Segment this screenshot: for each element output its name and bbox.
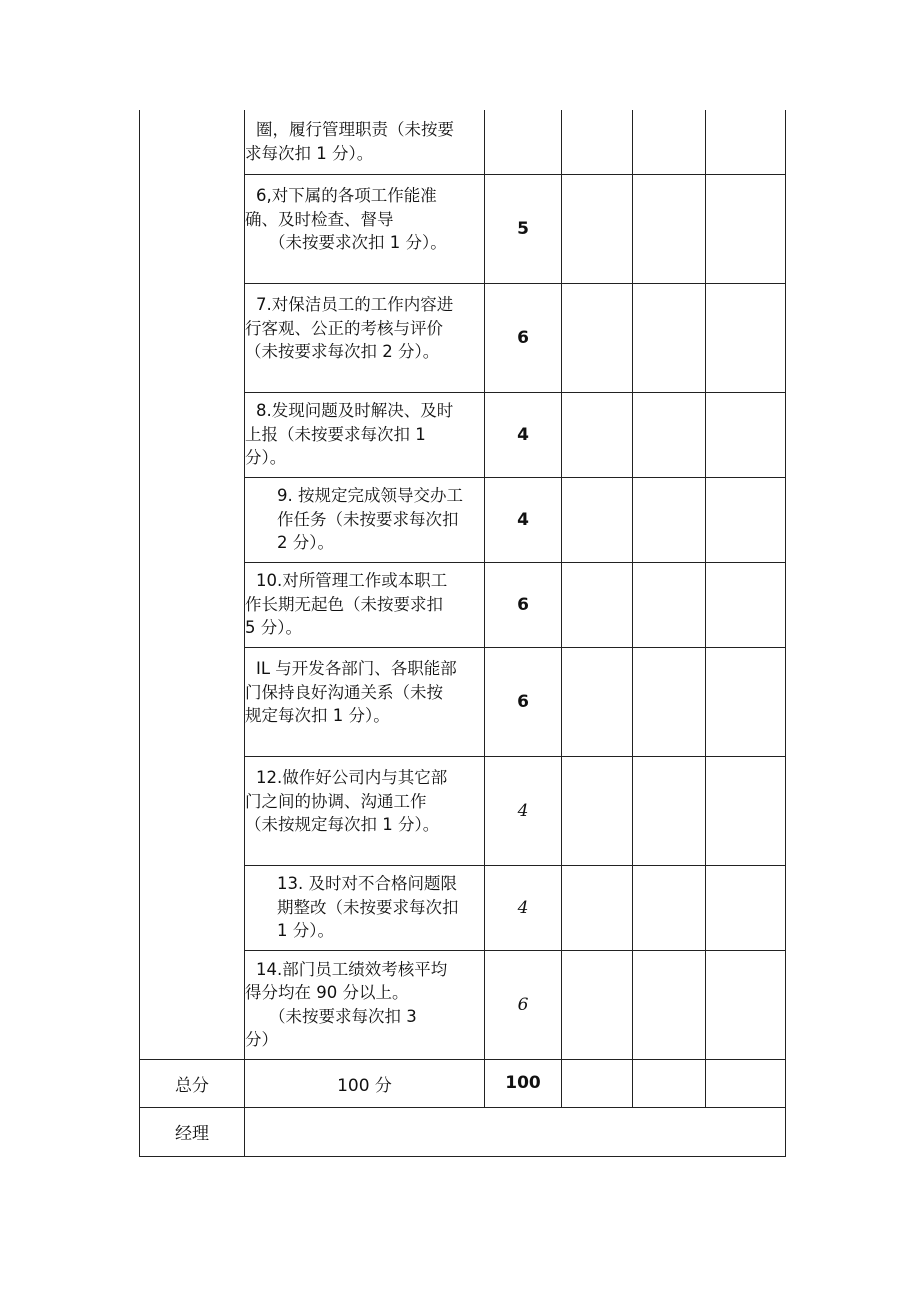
item-line: 得分均在 90 分以上。 [245, 983, 409, 1002]
blank-cell [706, 477, 786, 562]
item-line: 5 分）。 [245, 618, 302, 638]
item-description [245, 477, 485, 562]
item-line: （未按要求次扣 1 分）。 [269, 233, 447, 253]
item-line: 7.对保洁员工的工作内容进 [256, 295, 454, 315]
assessment-table [139, 110, 786, 1157]
blank-cell [633, 477, 706, 562]
item-line: 门之间的协调、沟通工作 [245, 791, 427, 811]
total-label: 总分 [140, 1059, 245, 1107]
item-line: 确、及时检查、督导 [245, 209, 394, 229]
item-line: （未按要求每次扣 2 分）。 [245, 342, 440, 362]
item-line: 行客观、公正的考核与评价 [245, 318, 443, 338]
item-line: 门保持良好沟通关系（未按 [245, 682, 443, 702]
blank-cell [706, 756, 786, 865]
item-description [245, 756, 485, 865]
blank-cell [562, 392, 633, 477]
item-description [245, 562, 485, 647]
blank-cell [562, 174, 633, 283]
item-line: 作长期无起色（未按要求扣 [245, 594, 443, 614]
item-line: 规定每次扣 1 分）。 [245, 706, 390, 726]
total-score: 100 [485, 1059, 562, 1107]
item-line: （未按要求每次扣 3 [269, 1006, 417, 1026]
item-line: 12.做作好公司内与其它部 [256, 768, 448, 788]
manager-row [140, 1107, 786, 1156]
blank-cell [706, 174, 786, 283]
blank-cell [562, 562, 633, 647]
item-line: 6,对下属的各项工作能准 [256, 186, 437, 206]
blank-cell [562, 477, 633, 562]
blank-cell [706, 562, 786, 647]
item-description [245, 174, 485, 283]
item-score: 6 [485, 283, 562, 392]
blank-cell [633, 174, 706, 283]
total-description: 100 分 [245, 1059, 485, 1107]
blank-cell [706, 865, 786, 950]
table-row [140, 110, 786, 174]
blank-cell [633, 647, 706, 756]
item-line: 求每次扣 1 分）。 [245, 143, 374, 163]
manager-label: 经理 [140, 1107, 245, 1156]
total-row [140, 1059, 786, 1107]
item-description [245, 283, 485, 392]
item-line: 10.对所管理工作或本职工 [256, 571, 448, 591]
blank-cell [706, 110, 786, 174]
item-description [245, 110, 485, 174]
section-cell [140, 110, 245, 1059]
blank-cell [562, 110, 633, 174]
item-line: 9. 按规定完成领导交办工 [277, 486, 463, 506]
item-score: 4 [485, 865, 562, 950]
blank-cell [633, 865, 706, 950]
item-score: 5 [485, 174, 562, 283]
item-score: 4 [485, 756, 562, 865]
item-line: 作任务（未按要求每次扣 [277, 509, 459, 529]
item-line: 圈，履行管理职责（未按要 [256, 120, 454, 140]
item-line: （未按规定每次扣 1 分）。 [245, 815, 440, 835]
item-line: 期整改（未按要求每次扣 [277, 897, 459, 917]
item-line: 2 分）。 [277, 533, 334, 553]
item-score: 6 [485, 950, 562, 1059]
item-description [245, 392, 485, 477]
blank-cell [706, 283, 786, 392]
item-score: 6 [485, 562, 562, 647]
blank-cell [633, 392, 706, 477]
item-line: 8.发现问题及时解决、及时 [256, 401, 454, 421]
blank-cell [562, 1059, 633, 1107]
item-line: 分）。 [245, 448, 287, 468]
blank-cell [562, 865, 633, 950]
item-score: 4 [485, 477, 562, 562]
blank-cell [706, 647, 786, 756]
manager-signature-cell [245, 1107, 786, 1156]
blank-cell [633, 950, 706, 1059]
item-score: 6 [485, 647, 562, 756]
item-line: 上报（未按要求每次扣 1 [245, 424, 426, 444]
blank-cell [706, 950, 786, 1059]
blank-cell [562, 283, 633, 392]
blank-cell [633, 1059, 706, 1107]
item-description [245, 647, 485, 756]
blank-cell [562, 756, 633, 865]
item-score [485, 110, 562, 174]
item-line: IL 与开发各部门、各职能部 [256, 659, 457, 679]
blank-cell [633, 756, 706, 865]
item-description [245, 950, 485, 1059]
item-line: 1 分）。 [277, 921, 334, 941]
item-line: 分） [245, 1030, 278, 1049]
item-description [245, 865, 485, 950]
blank-cell [633, 562, 706, 647]
blank-cell [562, 950, 633, 1059]
item-line: 14.部门员工绩效考核平均 [256, 959, 448, 979]
item-line: 13. 及时对不合格问题限 [277, 874, 457, 894]
blank-cell [633, 110, 706, 174]
blank-cell [633, 283, 706, 392]
blank-cell [706, 1059, 786, 1107]
blank-cell [706, 392, 786, 477]
blank-cell [562, 647, 633, 756]
item-score: 4 [485, 392, 562, 477]
